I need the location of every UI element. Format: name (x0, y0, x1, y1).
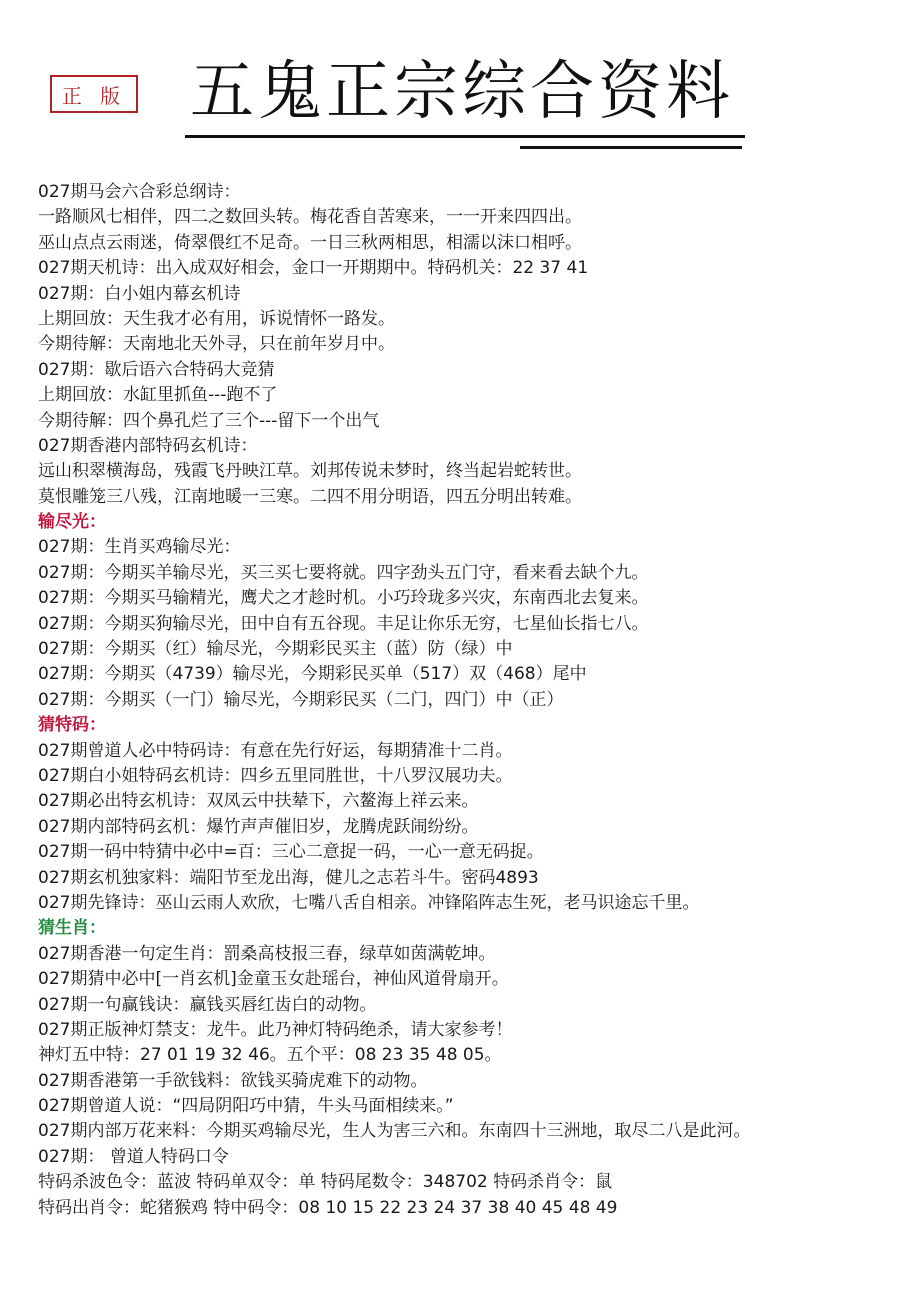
text-line: 上期回放：水缸里抓鱼---跑不了 (38, 385, 278, 406)
section-heading: 输尽光： (38, 512, 106, 533)
text-line: 今期待解：四个鼻孔烂了三个---留下一个出气 (38, 410, 380, 431)
text-line: 027期猜中必中[一肖玄机]金童玉女赴瑶台，神仙风道骨扇开。 (38, 969, 509, 990)
text-line: 027期内部万花来料：今期买鸡输尽光，生人为害三六和。东南四十三洲地，取尽二八是此河。 (38, 1121, 751, 1142)
text-line: 027期香港内部特码玄机诗： (38, 435, 258, 456)
text-line: 027期：今期买（4739）输尽光，今期彩民买单（517）双（468）尾中 (38, 664, 587, 685)
text-line: 027期：今期买（红）输尽光，今期彩民买主（蓝）防（绿）中 (38, 639, 513, 660)
page-title: 五鬼正宗综合资料 (190, 55, 734, 129)
authentic-badge: 正 版 (50, 75, 138, 113)
document-body (38, 180, 890, 1221)
text-line: 027期一码中特猜中必中=百：三心二意捉一码，一心一意无码捉。 (38, 842, 544, 863)
text-line: 027期： 曾道人特码口令 (38, 1146, 229, 1167)
text-line: 特码出肖令：蛇猪猴鸡 特中码令：08 10 15 22 23 24 37 38 40 45 48 49 (38, 1197, 618, 1218)
text-line: 027期一句赢钱诀：赢钱买唇红齿白的动物。 (38, 994, 377, 1015)
text-line: 027期正版神灯禁支：龙牛。此乃神灯特码绝杀，请大家参考！ (38, 1019, 513, 1040)
text-line: 神灯五中特：27 01 19 32 46。五个平：08 23 35 48 05。 (38, 1045, 502, 1066)
title-underline (185, 135, 745, 138)
text-line: 027期：白小姐内幕玄机诗 (38, 283, 241, 304)
text-line: 一路顺风七相伴，四二之数回头转。梅花香自苦寒来，一一开来四四出。 (38, 207, 582, 228)
text-line: 027期天机诗：出入成双好相会，金口一开期期中。特码机关：22 37 41 (38, 258, 589, 279)
text-line: 027期玄机独家料：端阳节至龙出海，健儿之志若斗牛。密码4893 (38, 867, 539, 888)
text-line: 027期：今期买羊输尽光，买三买七要将就。四字劲头五门守，看来看去缺个九。 (38, 562, 649, 583)
title-underline-secondary (520, 146, 742, 149)
text-line: 特码杀波色令：蓝波 特码单双令：单 特码尾数令：348702 特码杀肖令：鼠 (38, 1172, 613, 1193)
text-line: 巫山点点云雨迷，倚翠偎红不足奇。一日三秋两相思，相濡以沫口相呼。 (38, 232, 582, 253)
text-line: 027期：今期买（一门）输尽光，今期彩民买（二门，四门）中（正） (38, 689, 564, 710)
text-line: 远山积翠横海岛，残霞飞丹映江草。刘邦传说未梦时，终当起岩蛇转世。 (38, 461, 582, 482)
text-line: 027期内部特码玄机：爆竹声声催旧岁，龙腾虎跃闹纷纷。 (38, 816, 479, 837)
text-line: 027期必出特玄机诗：双凤云中扶辇下，六鳌海上祥云来。 (38, 791, 479, 812)
document-header (0, 0, 900, 160)
text-line: 027期：生肖买鸡输尽光： (38, 537, 241, 558)
text-line: 莫恨雕笼三八残，江南地暖一三寒。二四不用分明语，四五分明出转难。 (38, 486, 582, 507)
section-heading: 猜生肖： (38, 918, 106, 939)
text-line: 027期香港第一手欲钱料：欲钱买骑虎难下的动物。 (38, 1070, 428, 1091)
text-line: 027期马会六合彩总纲诗： (38, 182, 241, 202)
text-line: 027期曾道人说：“四局阴阳巧中猜，牛头马面相续来。” (38, 1096, 454, 1117)
text-line: 027期曾道人必中特码诗：有意在先行好运，每期猜准十二肖。 (38, 740, 513, 761)
text-line: 027期香港一句定生肖：罰桑高枝报三春，绿草如茵满乾坤。 (38, 943, 496, 964)
text-line: 027期：歇后语六合特码大竞猜 (38, 359, 275, 380)
text-line: 027期：今期买狗输尽光，田中自有五谷现。丰足让你乐无穷，七星仙长指七八。 (38, 613, 649, 634)
text-line: 今期待解：天南地北天外寻，只在前年岁月中。 (38, 334, 395, 355)
text-line: 027期白小姐特码玄机诗：四乡五里同胜世，十八罗汉展功夫。 (38, 765, 513, 786)
text-line: 027期先锋诗：巫山云雨人欢欣，七嘴八舌自相亲。冲锋陷阵志生死，老马识途忘千里。 (38, 892, 700, 913)
text-line: 上期回放：天生我才必有用，诉说情怀一路发。 (38, 308, 395, 329)
section-heading: 猜特码： (38, 715, 106, 736)
text-line: 027期：今期买马输精光，鹰犬之才趁时机。小巧玲珑多兴灾，东南西北去复来。 (38, 588, 649, 609)
